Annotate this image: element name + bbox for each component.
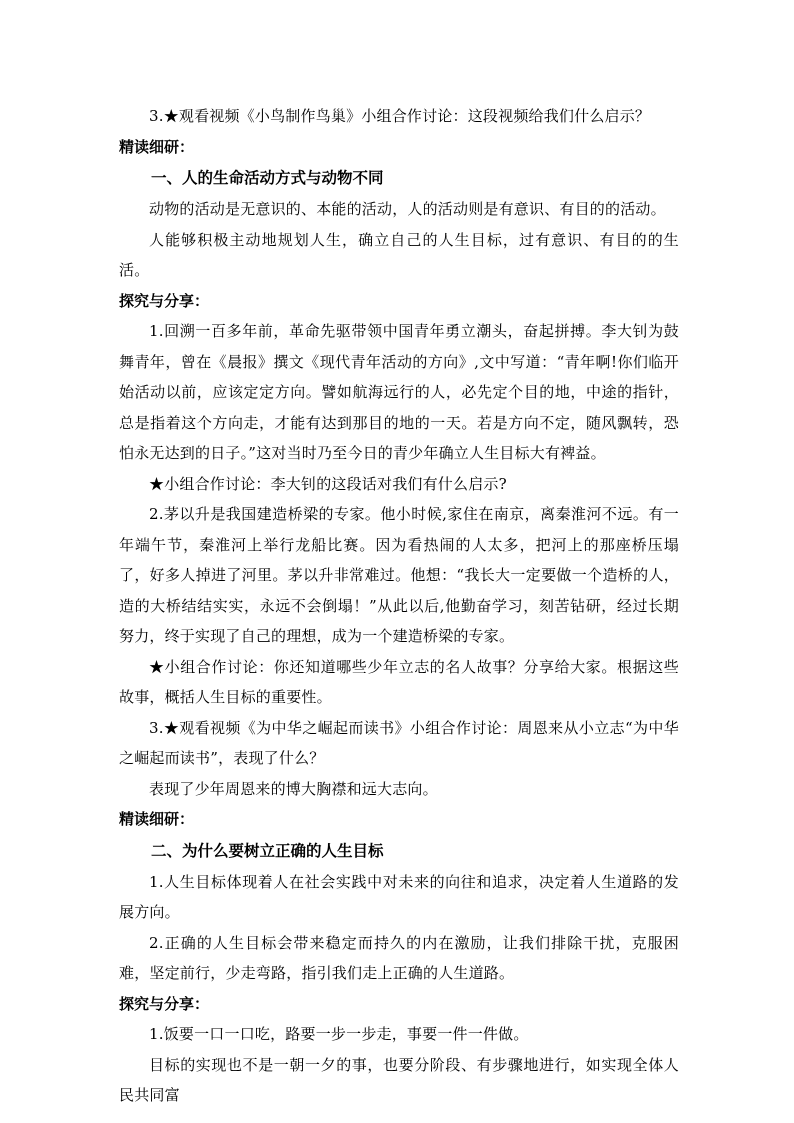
answer-paragraph: 表现了少年周恩来的博大胸襟和远大志向。: [149, 779, 438, 798]
video-task-paragraph: 3.★观看视频《小鸟制作鸟巢》小组合作讨论：这段视频给我们什么启示？: [149, 107, 651, 125]
video-task-paragraph: 3.★观看视频《为中华之崛起而读书》小组合作讨论：周恩来从小立志“为中华之崛起而读书”，表现了什么？: [119, 718, 679, 767]
document-body: [119, 101, 679, 1111]
section-heading: 二、为什么要树立正确的人生目标: [151, 841, 384, 860]
body-paragraph: 动物的活动是无意识的、本能的活动，人的活动则是有意识、有目的的活动。: [149, 200, 666, 218]
discussion-paragraph: ★小组合作讨论：李大钊的这段话对我们有什么启示?: [149, 474, 507, 493]
body-paragraph: 2.茅以升是我国建造桥梁的专家。他小时候,家住在南京，离秦淮河不远。有一年端午节，秦淮河上举行龙船比赛。因为看热闹的人太多，把河上的那座桥压塌了，好多人掉进了河里。茅以升非常难过。他想：“我长大一定要做一个造桥的人，造的大桥结结实实，永远不会倒塌！”从此以后,他勤奋学习，刻苦钻研，经过长期努力，终于实现了自己的理想，成为一个建造桥梁的专家。: [119, 505, 679, 645]
body-paragraph: 1.饭要一口一口吃，路要一步一步走，事要一件一件做。: [149, 1025, 529, 1043]
section-label-read: 精读细研：: [119, 810, 195, 828]
discussion-paragraph: ★小组合作讨论：你还知道哪些少年立志的名人故事？分享给大家。根据这些故事，概括人生目标的重要性。: [119, 657, 679, 706]
body-paragraph: 目标的实现也不是一朝一夕的事，也要分阶段、有步骤地进行，如实现全体人民共同富: [119, 1055, 679, 1104]
section-label-explore: 探究与分享：: [119, 291, 210, 310]
body-paragraph: 1.人生目标体现着人在社会实践中对未来的向往和追求，决定着人生道路的发展方向。: [119, 872, 679, 921]
body-paragraph: 1.回溯一百多年前，革命先驱带领中国青年勇立潮头，奋起拼搏。李大钊为鼓舞青年，曾在《晨报》撰文《现代青年活动的方向》,文中写道：“青年啊!你们临开始活动以前，应该定定方向。譬如航海远行的人，必先定个目的地，中途的指针，总是指着这个方向走，才能有达到那目的地的一天。若是方向不定，随风飘转，恐怕永无达到的日子。”这对当时乃至今日的青少年确立人生目标大有裨益。: [119, 322, 679, 462]
body-paragraph: 人能够积极主动地规划人生，确立自己的人生目标，过有意识、有目的的生活。: [119, 230, 679, 279]
section-label-explore: 探究与分享：: [119, 994, 210, 1013]
body-paragraph: 2.正确的人生目标会带来稳定而持久的内在激励，让我们排除干扰，克服困难，坚定前行，少走弯路，指引我们走上正确的人生道路。: [119, 933, 679, 982]
section-heading: 一、人的生命活动方式与动物不同: [151, 169, 384, 187]
section-label-read: 精读细研：: [119, 137, 195, 156]
